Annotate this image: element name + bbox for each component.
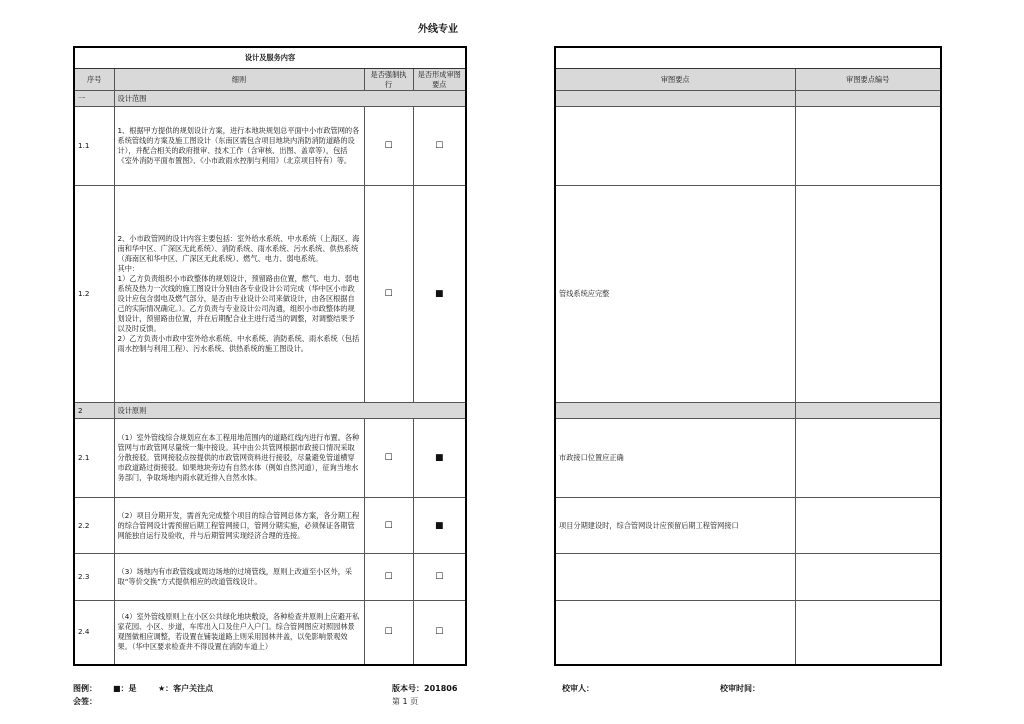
table-row bbox=[555, 498, 941, 554]
execute-checkbox[interactable]: ☐ bbox=[364, 498, 413, 554]
review-point bbox=[555, 601, 795, 665]
row-detail: （3）场地内有市政管线或周边场地的过境管线，原则上改道至小区外，采取“等价交换”方式提供相应的改道管线设计。 bbox=[114, 554, 364, 601]
review-point bbox=[555, 107, 795, 186]
section-row bbox=[74, 91, 466, 107]
section-title: 设计范围 bbox=[114, 91, 466, 107]
row-detail: （4）室外管线原则上在小区公共绿化地块敷设，各种检查井原则上应避开私家花园、小区、步道，车库出入口及住户入户门。综合管网图应对照园林景观图做相应调整，若设置在铺装道路上则采用园林井盖，以免影响景观效果。（华中区要求检查井不得设置在消防车道上） bbox=[114, 601, 364, 665]
page-header: 外线专业 bbox=[418, 24, 458, 35]
table-row bbox=[555, 419, 941, 498]
review-code bbox=[795, 107, 941, 186]
execute-checkbox[interactable]: ☐ bbox=[364, 186, 413, 403]
section-row bbox=[555, 91, 941, 107]
review-checkbox[interactable]: ☐ bbox=[413, 107, 466, 186]
execute-checkbox[interactable]: ☐ bbox=[364, 601, 413, 665]
row-no: 2.2 bbox=[74, 498, 114, 554]
header-review-point: 是否形成审图要点 bbox=[413, 69, 466, 91]
section-row bbox=[555, 403, 941, 419]
header-execute: 是否强制执行 bbox=[364, 69, 413, 91]
review-code bbox=[795, 498, 941, 554]
countersign-label: 会签： bbox=[73, 697, 97, 706]
right-banner bbox=[555, 47, 941, 69]
execute-checkbox[interactable]: ☐ bbox=[364, 419, 413, 498]
review-checkbox[interactable]: ■ bbox=[413, 419, 466, 498]
table-row bbox=[74, 186, 466, 403]
review-checkbox[interactable]: ☐ bbox=[413, 554, 466, 601]
legend-yes: ■：是 bbox=[113, 684, 137, 693]
design-content-table bbox=[73, 46, 467, 666]
execute-checkbox[interactable]: ☐ bbox=[364, 554, 413, 601]
row-no: 2.4 bbox=[74, 601, 114, 665]
review-point bbox=[555, 554, 795, 601]
table-row bbox=[74, 554, 466, 601]
table-row bbox=[555, 554, 941, 601]
review-checkbox[interactable]: ■ bbox=[413, 186, 466, 403]
version-number: 版本号：201806 bbox=[392, 684, 458, 693]
row-no: 2.3 bbox=[74, 554, 114, 601]
section-row bbox=[74, 403, 466, 419]
row-no: 一 bbox=[74, 91, 114, 107]
review-points-table bbox=[554, 46, 942, 666]
header-no: 序号 bbox=[74, 69, 114, 91]
review-code bbox=[795, 186, 941, 403]
review-code bbox=[795, 601, 941, 665]
page-number: 第 1 页 bbox=[392, 697, 419, 706]
reviewer-label: 校审人： bbox=[562, 684, 594, 693]
table-row bbox=[555, 107, 941, 186]
row-no: 1.2 bbox=[74, 186, 114, 403]
table-row bbox=[74, 601, 466, 665]
header-code: 审图要点编号 bbox=[795, 69, 941, 91]
review-time-label: 校审时间： bbox=[720, 684, 760, 693]
row-detail: （2）项目分期开发，需首先完成整个项目的综合管网总体方案，各分期工程的综合管网设计需预留后期工程管网接口，管网分期实施，必须保证各期管网能独自运行及验收，并与后期管网实现经济合理的连接。 bbox=[114, 498, 364, 554]
table-row bbox=[74, 419, 466, 498]
legend-star: ★：客户关注点 bbox=[158, 684, 214, 693]
review-point bbox=[555, 91, 795, 107]
review-point: 管线系统应完整 bbox=[555, 186, 795, 403]
row-no: 2 bbox=[74, 403, 114, 419]
row-detail: 1、根据甲方提供的规划设计方案，进行本地块规划总平面中小市政管网的各系统管线的方案及施工图设计（东南区需包含项目地块内消防消防道路的设计），并配合相关的政府报审、技术工作（含审核、出图、盖章等），包括《室外消防平面布置图》、《小市政雨水控制与利用》（北京项目特有）等。 bbox=[114, 107, 364, 186]
table-row bbox=[555, 601, 941, 665]
review-checkbox[interactable]: ■ bbox=[413, 498, 466, 554]
review-point bbox=[555, 403, 795, 419]
review-point: 项目分期建设时，综合管网设计应预留后期工程管网接口 bbox=[555, 498, 795, 554]
row-no: 1.1 bbox=[74, 107, 114, 186]
row-detail: 2、小市政管网的设计内容主要包括：室外给水系统、中水系统（上海区、海南和华中区、广深区无此系统）、消防系统、雨水系统、污水系统、供热系统（海南区和华中区、广深区无此系统）、燃气、电力、弱电系统。 其中： 1）乙方负责组织小市政整体的规划设计，预留路由位置，燃气、电力、弱电系统及热力一次线的施工图设计分别由各专业设计公司完成（华中区小市政设计应包含弱电及燃气部分，是否由专业设计公司来做设计，由各区根据自己的实际情况确定。）。乙方负责与专业设计公司沟通，组织小市政整体的规划设计，预留路由位置，并在后期配合业主进行适当的调整，对调整结果予以及时反馈。 2）乙方负责小市政中室外给水系统、中水系统、消防系统、雨水系统（包括雨水控制与利用工程）、污水系统、供热系统的施工图设计。 bbox=[114, 186, 364, 403]
left-banner: 设计及服务内容 bbox=[74, 47, 466, 69]
review-code bbox=[795, 419, 941, 498]
review-checkbox[interactable]: ☐ bbox=[413, 601, 466, 665]
header-point: 审图要点 bbox=[555, 69, 795, 91]
review-code bbox=[795, 403, 941, 419]
table-row bbox=[74, 498, 466, 554]
row-no: 2.1 bbox=[74, 419, 114, 498]
table-row bbox=[74, 107, 466, 186]
left-header-row bbox=[74, 69, 466, 91]
execute-checkbox[interactable]: ☐ bbox=[364, 107, 413, 186]
review-code bbox=[795, 91, 941, 107]
header-detail: 细则 bbox=[114, 69, 364, 91]
review-code bbox=[795, 554, 941, 601]
legend-label: 图例： bbox=[73, 684, 97, 693]
section-title: 设计原则 bbox=[114, 403, 466, 419]
table-row bbox=[555, 186, 941, 403]
row-detail: （1）室外管线综合规划应在本工程用地范围内的道路红线内进行布置。各种管网与市政管网尽量统一集中接设。其中由公共管网根据市政接口情况采取分散接驳。管网接驳点按提供的市政管网资料进行接驳，尽量避免管道横穿市政道路过街接驳。如果地块旁边有自然水体（例如自然河道），征询当地水务部门，争取场地内雨水就近排入自然水体。 bbox=[114, 419, 364, 498]
right-header-row bbox=[555, 69, 941, 91]
review-point: 市政接口位置应正确 bbox=[555, 419, 795, 498]
